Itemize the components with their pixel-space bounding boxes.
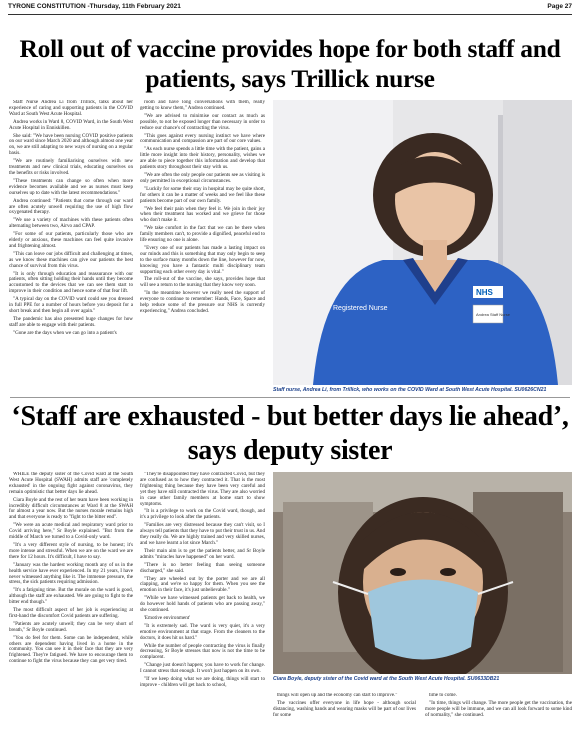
article-paragraph: Staff Nurse Andrea Li from Trillick, talks about her experience of caring and supporting patients in the COVID Ward at South West Acute Hospital. — [9, 100, 133, 117]
story-divider — [10, 397, 570, 398]
name-badge: Andrea Staff Nurse — [476, 312, 510, 317]
article-paragraph: "It is a privilege to work on the Covid ward, though, and it's a privilege to look after the patients. — [140, 508, 265, 521]
story1-headline: Roll out of vaccine provides hope for both staff and patients, says Trillick nurse — [19, 34, 561, 93]
article-paragraph: "This can leave our jobs difficult and challenging at times, as we know these machines can give our patients the best chance of survival from this virus. — [9, 250, 133, 269]
article-paragraph: Their main aim is to get the patients better, and Sr Boyle admits "miracles have happened" on her ward. — [140, 547, 265, 560]
article-paragraph: "Luckily for some their stay in hospital may be quite short, for others it can be a matter of weeks and we feel like these patients become part of our own family. — [140, 185, 265, 204]
article-paragraph: "They're disappointed they have contracted Covid, but they are confused as to how they contracted it. That is the most frightening thing because they have been very careful and yet they have still contracted the virus. They are also worried in case other family members at home start to show symptoms. — [140, 472, 265, 507]
article-paragraph: "We were an acute medical and respiratory ward prior to Covid arriving here," Sr Boyle explained. "But from the middle of March we turned to a Covid-only ward. — [9, 522, 133, 541]
nhs-logo: NHS — [476, 288, 493, 297]
article-paragraph: "In the meantime however we really need the support of everyone to continue to remember: Hands, Face, Space and help reduce some of the pressure our NHS is currently experiencing," Andrea concluded. — [140, 290, 265, 314]
article-paragraph: "For some of our patients, particularly those who are elderly or anxious, these machines can feel quite invasive and frightening almost. — [9, 231, 133, 249]
article-paragraph: The most difficult aspect of her job is experiencing at first-hand the discomfort Covid patients are suffering. — [9, 607, 133, 619]
story2-photo-deputy-sister — [273, 472, 572, 674]
article-paragraph: "It is only through education and reassurance with our patients, often sitting holding their hands until they become accustomed to the devices that we can see them start to improve in their condition and hence some of that fear lift. — [9, 270, 133, 295]
article-paragraph: "In time, things will change. The more people get the vaccination, the more people will be immune, and we can all look forward to some kind of normality," she continued. — [425, 699, 572, 718]
article-paragraph: "We are often the only people our patients see as visiting is only permitted in exceptional circumstances. — [140, 171, 265, 184]
masthead-page-number: Page 27 — [547, 3, 572, 10]
article-paragraph: Ciara Boyle and the rest of her team have been working in incredibly difficult circumstances at Ward 8 at the SWAH for almost a year now. But the nurses morale remains high and that everyone is ready to "fight to the bitter end". — [9, 496, 133, 521]
article-paragraph: "Gone are the days when we can go into a patient's — [13, 329, 117, 336]
article-paragraph: "Families are very distressed because they can't visit, so I always tell patients that they have to put their trust in us. And they really do. We are highly trained and very skilled nurses, and we have learnt a lot since March." — [140, 522, 265, 546]
article-paragraph: "There is no better feeling than seeing someone discharged," she said. — [140, 561, 265, 574]
article-paragraph: "It's a very different style of nursing, to be honest; it's more intense and stressful. When we are on the ward we are there for 12 hours. It's difficult, I have to say. — [9, 541, 133, 560]
story2-column-4 — [425, 693, 572, 733]
article-paragraph: time to come. — [429, 693, 457, 698]
masthead-paper-date: TYRONE CONSTITUTION -Thursday, 11th February 2021 — [8, 3, 181, 10]
article-paragraph: "Change just doesn't happen; you have to work for change. I cannot stress that enough. It won't just happen on its own. — [140, 662, 265, 675]
article-paragraph: The pandemic has also presented huge changes for how staff are able to engage with their patients. — [9, 315, 133, 328]
article-paragraph: "We are routinely familiarising ourselves with new treatments and new clinical trials, educating ourselves on the benefits or risks involved. — [9, 158, 133, 176]
article-paragraph: "This goes against every nursing instinct we have where communication and compassion are part of our core values. — [140, 132, 265, 145]
article-paragraph: "As each nurse spends a little time with the patient, gains a little more insight into their history, personality, wishes we are able to piece together this information and develop that patients story throughout their stay with us. — [140, 146, 265, 171]
uniform-text: Registered Nurse — [333, 305, 388, 312]
article-paragraph: 'Emotive environment' — [144, 614, 191, 621]
story2-column-3 — [273, 693, 416, 733]
article-paragraph: "We are advised to minimise our contact as much as possible, to not be exposed longer than necessary in order to reduce our chance's of contracting the virus. — [140, 112, 265, 131]
story1-caption: Staff nurse, Andrea Li, from Trillick, who works on the COVID Ward at South West Acute Hospital. SU0626CN21 — [273, 387, 547, 393]
story1-column-2 — [140, 100, 265, 388]
article-paragraph: "Every one of our patients has made a lasting impact on our minds and this is something that may only begin to seep to the surface many months down the line, however for now, knowing you have a fantastic multi disciplinary team supporting each other every day is vital." — [140, 244, 265, 275]
article-paragraph: "January was the hardest working month any of us in the health service have ever experienced. In my 21 years, I have never witnessed anything like it. The immense pressure, the stress, the sick patients requiring admission. — [9, 561, 133, 586]
article-paragraph: WHILE the deputy sister of the Covid ward at the South West Acute Hospital (SWAH) admits staff are 'completely exhausted' in the ongoing fight against coronavirus, they remain optimistic that better days lie ahead. — [9, 472, 133, 495]
article-paragraph: "It is extremely sad. The ward is very quiet, it's a very emotive environment at that stage. From the cleaners to the doctors, it does hit us hard." — [140, 622, 265, 641]
story1-column-1 — [9, 100, 133, 388]
article-paragraph: "You do feel for them. Some can be independent, while others are dependent having lived in a home in the community. You can see it in their face that they are very frightened. They're fatigued. We have to encourage them to continue to fight the virus because they can get very tired. — [9, 634, 133, 665]
story2-headline: ‘Staff are exhausted - but better days lie ahead’, says deputy sister — [11, 401, 569, 466]
article-paragraph: room and have long conversations with them, really getting to know them," Andrea continued. — [140, 100, 265, 111]
masthead — [8, 3, 572, 15]
deputy-sister-photo-illustration — [273, 472, 572, 674]
article-paragraph: "We feel their pain when they feel it. We join in their joy when their treatment has worked and we grieve for those who don't make it. — [140, 205, 265, 224]
article-paragraph: Andrea continued: "Patients that come through our ward are often acutely unwell requiring the use of high flow oxygenated therapy. — [9, 197, 133, 216]
article-paragraph: "A typical day on the COVID ward could see you dressed in full PPE for a number of hours before you deposit for a short break and then begin all over again." — [9, 296, 133, 314]
story2-caption: Ciara Boyle, deputy sister of the Covid ward at the South West Acute Hospital. SU0633DB21 — [273, 676, 500, 682]
article-paragraph: "Patients are acutely unwell; they can be very short of breath," Sr Boyle continued. — [9, 620, 133, 633]
story1-photo-nurse — [273, 100, 572, 385]
story2-column-1 — [9, 472, 133, 732]
article-paragraph: Andrea works in Ward 8, COVID Ward, in the South West Acute Hospital in Enniskillen. — [9, 118, 133, 131]
article-paragraph: "While we have witnessed patients get back to health, we do however hold hands of patients who are passing away," she continued. — [140, 595, 265, 614]
article-paragraph: While the number of people contracting the virus is finally decreasing, Sr Boyle stresses that now is not the time to be complacent. — [140, 642, 265, 661]
article-paragraph: things will open up and the economy can start to improve." — [277, 693, 398, 698]
article-paragraph: "These treatments can change so often when more evidence becomes available and we as nurses must keep ourselves up to date with the latest recommendations." — [9, 177, 133, 196]
article-paragraph: "It's a fatiguing time. But the morale on the ward is good, although the staff are exhausted. We are going to fight to the bitter end though." — [9, 587, 133, 606]
article-paragraph: The vaccines offer everyone in life hope - although social distancing, washing hands and wearing masks will be part of our lives for some — [273, 699, 416, 718]
article-paragraph: "They are wheeled out by the porter and we are all clapping, and we're so happy for them. When you see the emotion in their face, it's just unbelievable." — [140, 575, 265, 594]
article-paragraph: "We take comfort in the fact that we can be there when family members can't, to provide a dignified, peaceful end to life ensuring no one is alone. — [140, 225, 265, 244]
article-paragraph: The roll-out of the vaccine, she says, provides hope that will see a return to the nursing that they know very soon. — [140, 276, 265, 289]
article-paragraph: "We use a variety of machines with these patients often alternating between two, Airvo and CPAP. — [9, 217, 133, 230]
article-paragraph: She said: "We have been nursing COVID positive patients on our ward since March 2020 and although almost one year on, we are still adapting to new ways of nursing on a regular basis. — [9, 132, 133, 157]
story2-column-2 — [140, 472, 265, 732]
nurse-photo-illustration — [273, 100, 572, 385]
article-paragraph: "If we keep doing what we are doing, things will start to improve - children will get back to school, — [140, 676, 265, 688]
